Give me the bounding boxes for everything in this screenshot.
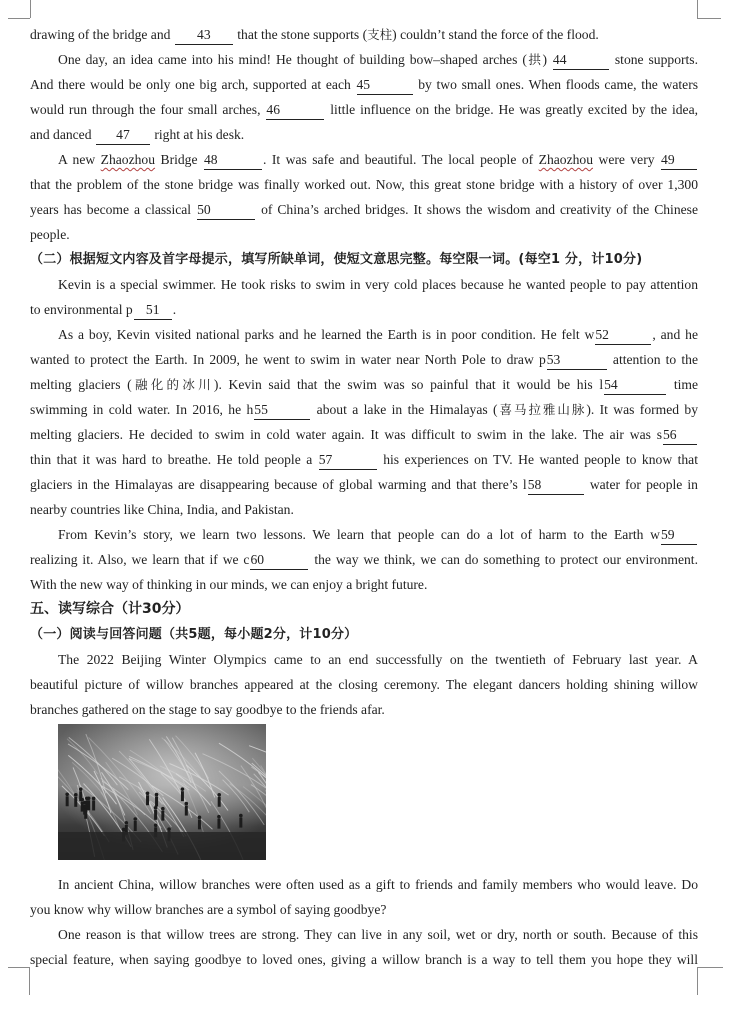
passage2-line: thin that it was hard to breathe. He told people a 57 his experiences on TV. He wanted people to know that — [30, 447, 698, 472]
passage3-line: branches gathered on the stage to say goodbye to the friends afar. — [30, 702, 385, 717]
crop-mark-top-right — [697, 0, 720, 18]
dancer-silhouette — [217, 815, 221, 829]
passage3-line: In ancient China, willow branches were often used as a gift to friends and family members who would leave. Do — [58, 877, 698, 892]
blank-52[interactable]: 52 — [595, 326, 651, 345]
willow-photo-graphic — [58, 724, 266, 860]
passage1-line: And there would be only one big arch, supported at each 45 by two small ones. When floods came, the waters — [30, 72, 698, 97]
passage3-line: you know why willow branches are a symbol of saying goodbye? — [30, 902, 387, 917]
zhaozhou-term: Zhaozhou — [100, 152, 156, 167]
passage2-line: realizing it. Also, we learn that if we c60 the way we think, we can do something to protect our environment. — [30, 547, 698, 572]
blank-54[interactable]: 54 — [604, 376, 666, 395]
blank-56[interactable]: 56 — [663, 426, 697, 445]
dancer-silhouette — [79, 787, 83, 801]
dancer-silhouette — [154, 806, 158, 820]
passage2-line: swimming in cold water. In 2016, he h55 about a lake in the Himalayas (喜马拉雅山脉). It was formed by — [30, 397, 698, 422]
dancer-silhouette — [198, 816, 202, 830]
blank-46[interactable]: 46 — [266, 101, 324, 120]
blank-49[interactable]: 49 — [661, 151, 697, 170]
section-5-subheading: （一）阅读与回答问题（共5题，每小题2分，计10分） — [30, 627, 358, 642]
dancer-silhouette — [84, 805, 88, 819]
passage3-line: beautiful picture of willow branches appeared at the closing ceremony. The elegant dancers holding shining willow — [30, 677, 698, 692]
blank-44[interactable]: 44 — [553, 51, 609, 70]
dancer-silhouette — [74, 793, 78, 807]
passage2-line: melting glaciers. He decided to swim in cold water again. It was difficult to swim in the lake. The air was s56 — [30, 422, 698, 447]
blank-58[interactable]: 58 — [528, 476, 584, 495]
crop-mark-top-left — [8, 0, 31, 18]
dancer-silhouette — [155, 793, 159, 807]
crop-mark-top-right-h — [697, 18, 721, 19]
passage2-line: wanted to protect the Earth. In 2009, he went to swim in water near North Pole to draw p53 attention to the — [30, 347, 698, 372]
blank-60[interactable]: 60 — [250, 551, 308, 570]
dancer-silhouette — [133, 817, 137, 831]
crop-mark-bottom-right — [697, 967, 723, 968]
blank-45[interactable]: 45 — [357, 76, 413, 95]
dancer-silhouette — [181, 787, 185, 801]
zhaozhou-term: Zhaozhou — [538, 152, 594, 167]
passage2-line: As a boy, Kevin visited national parks and he learned the Earth is in poor condition. He felt w52 , and he — [30, 322, 698, 347]
dancer-silhouette — [161, 807, 165, 821]
crop-mark-bottom-left — [8, 967, 30, 968]
passage1-line: A new Zhaozhou Bridge 48 . It was safe and beautiful. The local people of Zhaozhou were very 49 — [30, 147, 698, 172]
passage2-line: From Kevin’s story, we learn two lessons. We learn that people can do a lot of harm to the Earth w59 — [30, 522, 698, 547]
blank-43[interactable]: 43 — [175, 26, 233, 45]
blank-55[interactable]: 55 — [254, 401, 310, 420]
blank-51[interactable]: 51 — [134, 301, 172, 320]
passage2-line: nearby countries like China, India, and Pakistan. — [30, 502, 294, 517]
willow-ceremony-photo — [58, 724, 266, 860]
passage1-line: people. — [30, 227, 70, 242]
passage1-line: would run through the four small arches, 46 little influence on the bridge. He was greatly excited by the idea, — [30, 97, 698, 122]
passage3-line: special feature, when saying goodbye to loved ones, giving a willow branch is a way to tell them you hope they will — [30, 952, 698, 967]
passage2-line: glaciers in the Himalayas are disappearing because of global warming and that there’s l58 water for people in — [30, 472, 698, 497]
passage1-line: that the problem of the stone bridge was finally worked out. Now, this great stone bridge with a history of over 1,300 — [30, 177, 698, 192]
section-2-heading: （二）根据短文内容及首字母提示，填写所缺单词，使短文意思完整。每空限一词。(每空1 分，计10分) — [30, 252, 643, 267]
crop-mark-top-left-h — [8, 18, 30, 19]
blank-48[interactable]: 48 — [204, 151, 262, 170]
passage1-line: drawing of the bridge and 43 that the stone supports (支柱) couldn’t stand the force of the flood. — [30, 22, 698, 47]
passage2-line: Kevin is a special swimmer. He took risks to swim in very cold places because he wanted people to pay attention — [58, 277, 698, 292]
blank-59[interactable]: 59 — [661, 526, 697, 545]
passage1-line: One day, an idea came into his mind! He thought of building bow–shaped arches (拱) 44 stone supports. — [30, 47, 698, 72]
passage1-line: years has become a classical 50 of China’s arched bridges. It shows the wisdom and creativity of the Chinese — [30, 197, 698, 222]
dancer-silhouette — [65, 792, 69, 806]
dancer-silhouette — [92, 797, 96, 811]
blank-50[interactable]: 50 — [197, 201, 255, 220]
section-5-heading: 五、读写综合（计30分） — [30, 601, 190, 617]
blank-53[interactable]: 53 — [547, 351, 607, 370]
passage2-line: With the new way of thinking in our minds, we can enjoy a bright future. — [30, 577, 428, 592]
passage2-line: melting glaciers (融化的冰川). Kevin said that the swim was so painful that it would be his l54 time — [30, 372, 698, 397]
passage1-line: and danced 47 right at his desk. — [30, 122, 698, 147]
passage3-line: The 2022 Beijing Winter Olympics came to an end successfully on the twentieth of February last year. A — [58, 652, 698, 667]
blank-57[interactable]: 57 — [319, 451, 377, 470]
dancer-silhouette — [146, 791, 150, 805]
dancer-silhouette — [217, 793, 221, 807]
passage3-line: One reason is that willow trees are strong. They can live in any soil, wet or dry, north or south. Because of this — [58, 927, 698, 942]
dancer-silhouette — [239, 814, 243, 828]
dancer-silhouette — [185, 802, 189, 816]
passage2-line: to environmental p 51 . — [30, 297, 698, 322]
blank-47[interactable]: 47 — [96, 126, 150, 145]
